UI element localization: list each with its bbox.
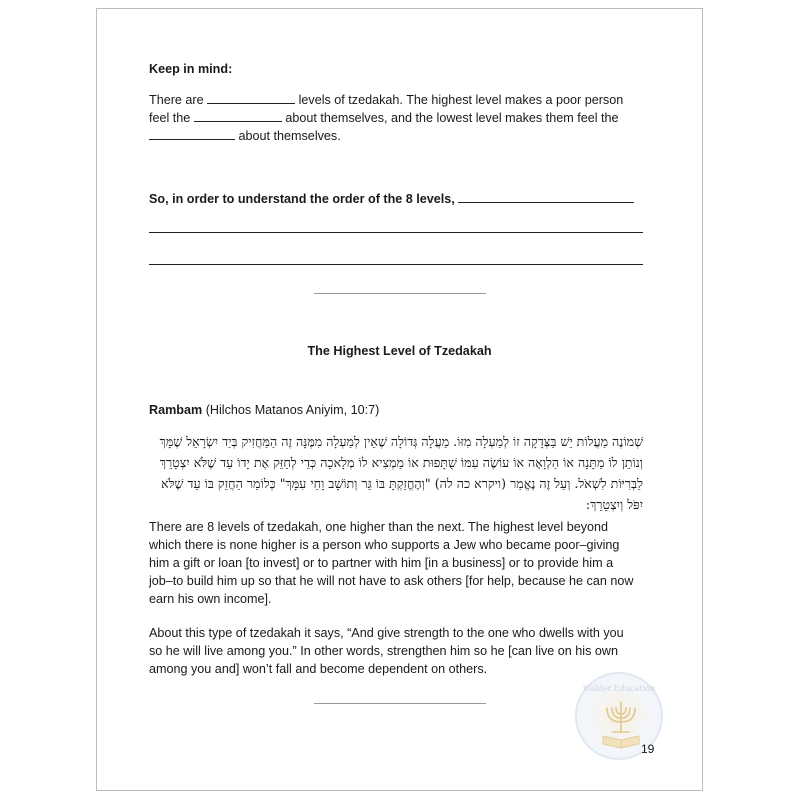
hebrew-text-block — [149, 431, 643, 515]
page-number: 19 — [641, 742, 655, 756]
order-prompt — [149, 190, 634, 208]
translation-line: There are 8 levels of tzedakah, one higher than the next. The highest level beyond — [149, 520, 609, 534]
source-author: Rambam — [149, 403, 203, 417]
hebrew-line: וְנוֹתֵן לוֹ מַתָּנָה אוֹ הַלְוָאָה אוֹ עוֹשֶׂה עִמּוֹ שֻׁתָּפוּת אוֹ מַמְצִיא לוֹ מְלָאכָה כְּדֵי לְחַזֵּק אֶת יָדוֹ עַד שֶׁלֹּא יִצְטָרֵךְ — [159, 455, 643, 470]
commentary-line: About this type of tzedakah it says, “And give strength to the one who dwells with you — [149, 626, 624, 640]
translation-line: earn his own income]. — [149, 592, 272, 606]
commentary-line: so he will live among you.” In other words, strengthen him so he [can live on his own — [149, 644, 619, 658]
keep-in-mind-line-2 — [149, 109, 619, 127]
commentary-paragraph — [149, 624, 659, 678]
order-prompt-text: So, in order to understand the order of the 8 levels, — [149, 192, 455, 206]
blank-highest-feeling[interactable] — [194, 109, 282, 122]
blank-number-of-levels[interactable] — [207, 91, 295, 104]
hebrew-line: יִפֹּל וְיִצְטָרֵךְ: — [585, 497, 643, 512]
line-2-end: about themselves, and the lowest level makes them feel the — [285, 111, 619, 125]
line-3-end: about themselves. — [238, 129, 341, 143]
section-title: The Highest Level of Tzedakah — [307, 344, 492, 358]
blank-order-answer[interactable] — [458, 190, 634, 203]
section-divider-bottom — [314, 703, 486, 704]
translation-line: him a gift or loan [to invest] or to partner with him [in a business] or to provide him a — [149, 556, 614, 570]
translation-line: which there is none higher is a person who supports a Jew who became poor–giving — [149, 538, 620, 552]
hebrew-line: לַבְּרִיּוֹת לִשְׁאֹל. וְעַל זֶה נֶאֱמַר (ויקרא כה לה) "וְהֶחֱזַקְתָּ בּוֹ גֵּר וְתוֹשָׁב וָחַי עִמָּךְ" כְּלוֹמַר הַחֲזֵק בּוֹ עַד שֶׁלֹּא — [161, 476, 643, 491]
line-2-start: feel the — [149, 111, 191, 125]
translation-line: job–to build him up so that he will not have to ask others [for help, because he can now — [149, 574, 634, 588]
hebrew-line: שְׁמוֹנֶה מַעֲלוֹת יֵשׁ בַּצְּדָקָה זוֹ לְמַעְלָה מִזּוֹ. מַעֲלָה גְּדוֹלָה שֶׁאֵין לְמַעְלָה מִמֶּנָּה זֶה הַמַּחֲזִיק בְּיַד יִשְׂרָאֵל שֶׁמָּךְ — [159, 434, 643, 449]
section-divider-top — [314, 293, 486, 294]
blank-lowest-feeling[interactable] — [149, 127, 235, 140]
translation-paragraph — [149, 518, 659, 608]
source-citation — [149, 401, 379, 419]
keep-in-mind-heading: Keep in mind: — [149, 62, 233, 76]
line-1-end: levels of tzedakah. The highest level makes a poor person — [298, 93, 624, 107]
source-reference: (Hilchos Matanos Aniyim, 10:7) — [205, 403, 380, 417]
watermark-text: Walder Education — [582, 684, 656, 693]
answer-line-1[interactable] — [149, 232, 643, 233]
keep-in-mind-line-1 — [149, 91, 623, 109]
answer-line-2[interactable] — [149, 264, 643, 265]
commentary-line: among you and] won’t fall and become dependent on others. — [149, 662, 488, 676]
line-1-start: There are — [149, 93, 204, 107]
keep-in-mind-line-3 — [149, 127, 341, 145]
